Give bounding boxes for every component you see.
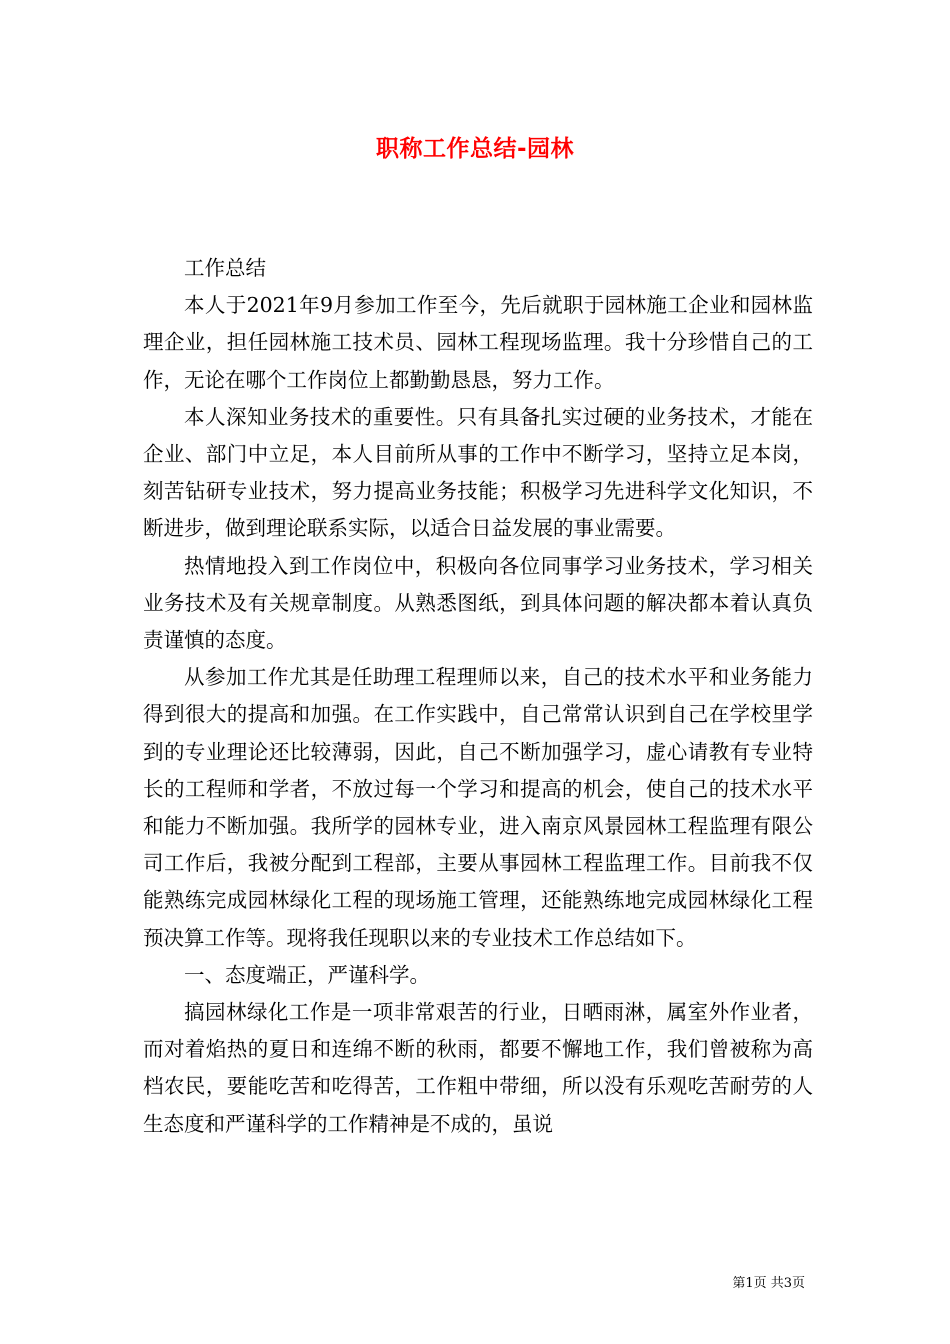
section-heading: 工作总结	[184, 256, 266, 280]
body-paragraph: 本人深知业务技术的重要性。只有具备扎实过硬的业务技术，才能在企业、部门中立足，本人目前所从事的工作中不断学习，坚持立足本岗，刻苦钻研专业技术，努力提高业务技能；积极学习先进科学文化知识，不断进步，做到理论联系实际，以适合日益发展的事业需要。	[143, 404, 813, 541]
body-paragraph: 热情地投入到工作岗位中，积极向各位同事学习业务技术，学习相关业务技术及有关规章制度。从熟悉图纸，到具体问题的解决都本着认真负责谨慎的态度。	[143, 553, 813, 653]
document-body	[143, 250, 813, 1143]
section-heading: 一、态度端正，严谨科学。	[184, 962, 430, 987]
page-number: 第1页 共3页	[732, 1276, 805, 1291]
body-paragraph: 从参加工作尤其是任助理工程理师以来，自己的技术水平和业务能力得到很大的提高和加强。在工作实践中，自己常常认识到自己在学校里学到的专业理论还比较薄弱，因此，自己不断加强学习，虚心请教有专业特长的工程师和学者，不放过每一个学习和提高的机会，使自己的技术水平和能力不断加强。我所学的园林专业，进入南京风景园林工程监理有限公司工作后，我被分配到工程部，主要从事园林工程监理工作。目前我不仅能熟练完成园林绿化工程的现场施工管理，还能熟练地完成园林绿化工程预决算工作等。现将我任现职以来的专业技术工作总结如下。	[143, 665, 813, 950]
body-paragraph: 本人于2021年9月参加工作至今，先后就职于园林施工企业和园林监理企业，担任园林施工技术员、园林工程现场监理。我十分珍惜自己的工作，无论在哪个工作岗位上都勤勤恳恳，努力工作。	[143, 293, 813, 392]
document-title: 职称工作总结-园林	[375, 136, 575, 162]
body-paragraph: 搞园林绿化工作是一项非常艰苦的行业，日晒雨淋，属室外作业者，而对着焰热的夏日和连绵不断的秋雨，都要不懈地工作，我们曾被称为高档农民，要能吃苦和吃得苦，工作粗中带细，所以没有乐观吃苦耐劳的人生态度和严谨科学的工作精神是不成的，虽说	[143, 1000, 813, 1136]
